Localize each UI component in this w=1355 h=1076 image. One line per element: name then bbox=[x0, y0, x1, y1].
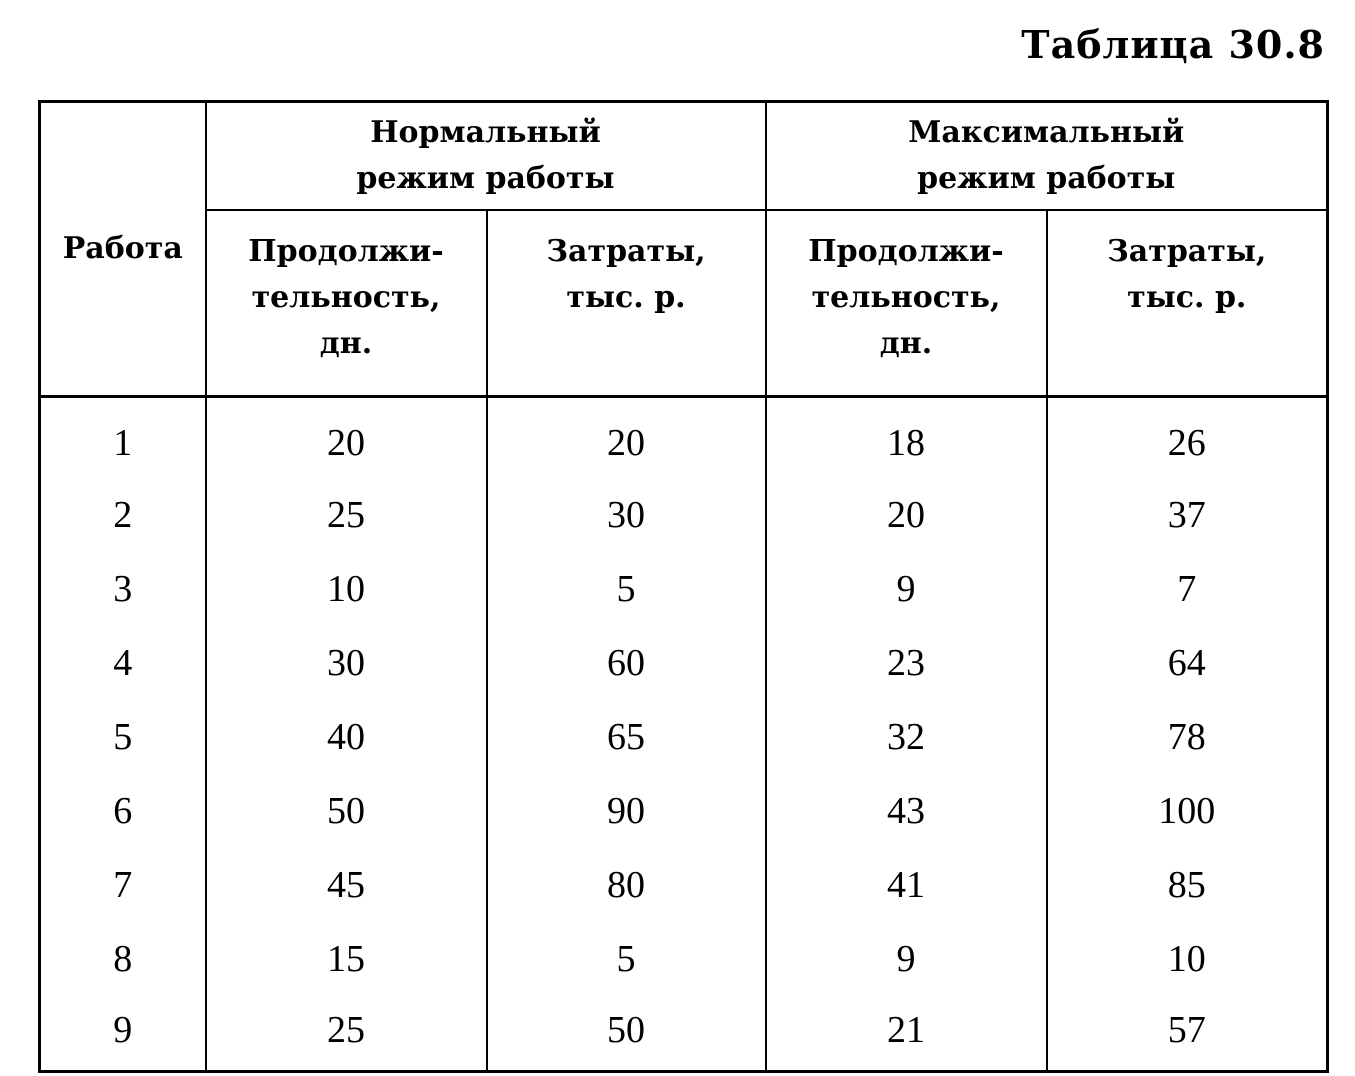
cell-normal-duration: 30 bbox=[206, 626, 487, 700]
cell-max-duration: 9 bbox=[766, 552, 1047, 626]
header-max-cost: Затраты, тыс. р. bbox=[1047, 210, 1328, 397]
cell-normal-cost: 5 bbox=[487, 922, 766, 996]
cell-normal-cost: 90 bbox=[487, 774, 766, 848]
cell-normal-duration: 40 bbox=[206, 700, 487, 774]
cell-normal-duration: 25 bbox=[206, 996, 487, 1072]
cell-max-duration: 9 bbox=[766, 922, 1047, 996]
cell-max-duration: 23 bbox=[766, 626, 1047, 700]
cell-normal-duration: 45 bbox=[206, 848, 487, 922]
cell-max-cost: 10 bbox=[1047, 922, 1328, 996]
cell-max-cost: 7 bbox=[1047, 552, 1328, 626]
table-row bbox=[40, 478, 1328, 552]
table-row bbox=[40, 996, 1328, 1072]
cell-work: 1 bbox=[40, 397, 206, 479]
cell-normal-duration: 10 bbox=[206, 552, 487, 626]
cell-normal-duration: 20 bbox=[206, 397, 487, 479]
cell-max-duration: 18 bbox=[766, 397, 1047, 479]
cell-work: 6 bbox=[40, 774, 206, 848]
table-row bbox=[40, 552, 1328, 626]
cell-max-duration: 32 bbox=[766, 700, 1047, 774]
cell-max-duration: 21 bbox=[766, 996, 1047, 1072]
cell-max-duration: 41 bbox=[766, 848, 1047, 922]
cell-normal-cost: 30 bbox=[487, 478, 766, 552]
table-row bbox=[40, 848, 1328, 922]
header-sub-row bbox=[40, 210, 1328, 397]
table-header bbox=[40, 102, 1328, 397]
cell-normal-cost: 5 bbox=[487, 552, 766, 626]
cell-work: 8 bbox=[40, 922, 206, 996]
cell-work: 5 bbox=[40, 700, 206, 774]
table-row bbox=[40, 922, 1328, 996]
table-row bbox=[40, 774, 1328, 848]
cell-max-duration: 20 bbox=[766, 478, 1047, 552]
cell-max-cost: 26 bbox=[1047, 397, 1328, 479]
cell-normal-duration: 50 bbox=[206, 774, 487, 848]
header-work: Работа bbox=[40, 102, 206, 397]
cell-normal-duration: 15 bbox=[206, 922, 487, 996]
cell-normal-cost: 80 bbox=[487, 848, 766, 922]
cell-normal-cost: 60 bbox=[487, 626, 766, 700]
table-row bbox=[40, 397, 1328, 479]
header-normal-cost: Затраты, тыс. р. bbox=[487, 210, 766, 397]
cell-max-cost: 78 bbox=[1047, 700, 1328, 774]
cell-normal-cost: 50 bbox=[487, 996, 766, 1072]
cell-max-cost: 57 bbox=[1047, 996, 1328, 1072]
cell-max-cost: 37 bbox=[1047, 478, 1328, 552]
cell-max-cost: 100 bbox=[1047, 774, 1328, 848]
cell-work: 3 bbox=[40, 552, 206, 626]
cell-max-duration: 43 bbox=[766, 774, 1047, 848]
table-row bbox=[40, 626, 1328, 700]
header-max-duration: Продолжи- тельность, дн. bbox=[766, 210, 1047, 397]
cell-normal-cost: 65 bbox=[487, 700, 766, 774]
cell-work: 4 bbox=[40, 626, 206, 700]
cell-normal-duration: 25 bbox=[206, 478, 487, 552]
cell-work: 7 bbox=[40, 848, 206, 922]
table-body bbox=[40, 397, 1328, 1072]
cell-max-cost: 85 bbox=[1047, 848, 1328, 922]
header-max-mode: Максимальный режим работы bbox=[766, 102, 1328, 211]
table-caption: Таблица 30.8 bbox=[1021, 22, 1325, 67]
header-group-row bbox=[40, 102, 1328, 211]
cell-normal-cost: 20 bbox=[487, 397, 766, 479]
header-normal-duration: Продолжи- тельность, дн. bbox=[206, 210, 487, 397]
cell-max-cost: 64 bbox=[1047, 626, 1328, 700]
cell-work: 9 bbox=[40, 996, 206, 1072]
table-row bbox=[40, 700, 1328, 774]
data-table bbox=[38, 100, 1329, 1073]
cell-work: 2 bbox=[40, 478, 206, 552]
header-normal-mode: Нормальный режим работы bbox=[206, 102, 766, 211]
